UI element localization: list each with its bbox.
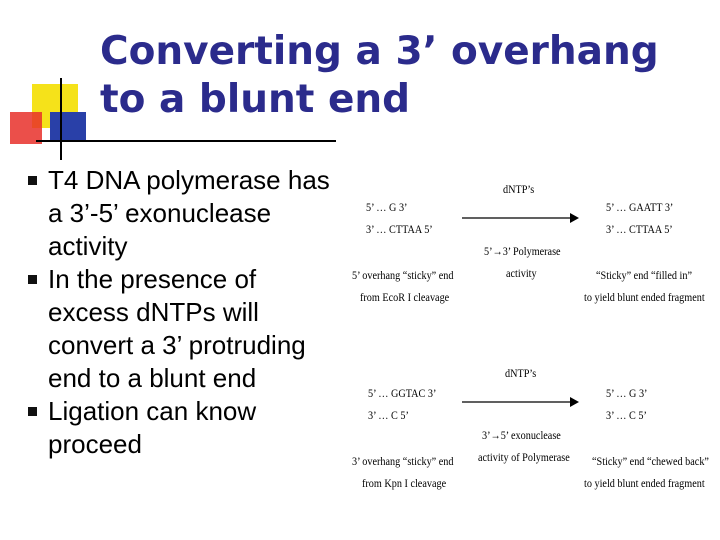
decor-blue-square <box>50 112 86 140</box>
bottom-arrow-label-above: dNTP’s <box>505 366 537 380</box>
slide-title <box>100 28 700 124</box>
bottom-arrow-label-below-1: 3’→5’ exonuclease <box>482 428 561 442</box>
top-arrow-label-above: dNTP’s <box>503 182 535 196</box>
bullet-item: T4 DNA polymerase has a 3’-5’ exonuclease activity <box>22 164 342 263</box>
title-line-1: Converting a 3’ overhang <box>100 29 659 74</box>
top-arrow-label-below-2: activity <box>506 266 537 280</box>
bottom-left-seq-line-1: 5’ … GGTAC 3’ <box>368 386 437 400</box>
top-left-seq-line-2: 3’ … CTTAA 5’ <box>366 222 433 236</box>
top-arrow-label-below-1: 5’→3’ Polymerase <box>484 244 561 258</box>
square-bullet-icon <box>28 407 37 416</box>
bullet-item: In the presence of excess dNTPs will convert a 3’ protruding end to a blunt end <box>22 263 342 395</box>
decor-horizontal-line <box>36 140 336 142</box>
bullet-list <box>22 164 342 461</box>
top-right-seq-line-2: 3’ … CTTAA 5’ <box>606 222 673 236</box>
top-right-seq-line-1: 5’ … GAATT 3’ <box>606 200 674 214</box>
bottom-arrow-label-below-2: activity of Polymerase <box>478 450 570 464</box>
bottom-right-seq-line-1: 5’ … G 3’ <box>606 386 648 400</box>
top-right-caption-1: “Sticky” end “filled in” <box>596 268 693 282</box>
bottom-right-caption-2: to yield blunt ended fragment <box>584 476 705 490</box>
title-line-2: to a blunt end <box>100 77 411 122</box>
top-reaction-arrow-icon <box>460 212 580 224</box>
square-bullet-icon <box>28 275 37 284</box>
top-left-caption-2: from EcoR I cleavage <box>360 290 450 304</box>
bullet-item: Ligation can know proceed <box>22 395 342 461</box>
bottom-left-seq-line-2: 3’ … C 5’ <box>368 408 409 422</box>
top-left-caption-1: 5’ overhang “sticky” end <box>352 268 454 282</box>
bottom-right-caption-1: “Sticky” end “chewed back” <box>592 454 709 468</box>
square-bullet-icon <box>28 176 37 185</box>
decor-vertical-line <box>60 78 62 160</box>
bottom-left-caption-2: from Kpn I cleavage <box>362 476 447 490</box>
bottom-right-seq-line-2: 3’ … C 5’ <box>606 408 647 422</box>
top-right-caption-2: to yield blunt ended fragment <box>584 290 705 304</box>
bottom-reaction-arrow-icon <box>460 396 580 408</box>
bottom-left-caption-1: 3’ overhang “sticky” end <box>352 454 454 468</box>
top-left-seq-line-1: 5’ … G 3’ <box>366 200 408 214</box>
